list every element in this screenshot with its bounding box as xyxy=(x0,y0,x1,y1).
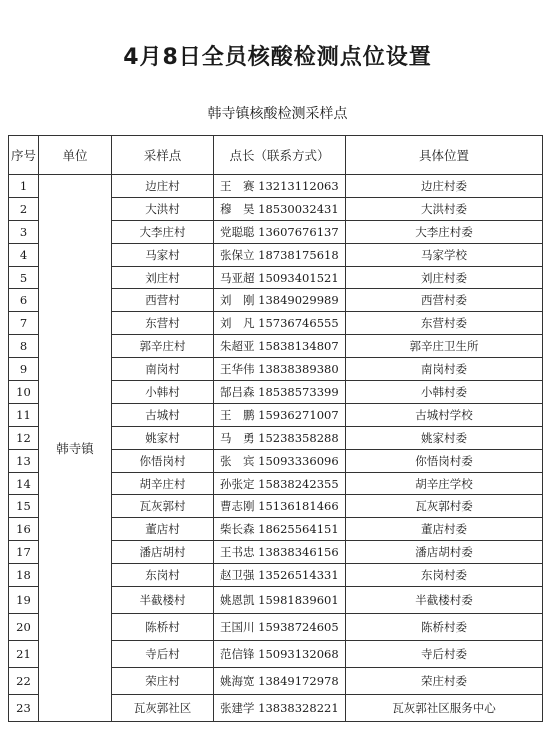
site-name: 东岗村 xyxy=(112,564,214,587)
site-location: 南岗村委 xyxy=(346,358,543,381)
leader-contact: 王 鹏 15936271007 xyxy=(214,403,346,426)
site-name: 瓦灰郭社区 xyxy=(112,695,214,722)
site-location: 大李庄村委 xyxy=(346,220,543,243)
site-name: 边庄村 xyxy=(112,175,214,198)
site-name: 半截楼村 xyxy=(112,587,214,614)
row-number: 9 xyxy=(9,358,39,381)
site-location: 荣庄村委 xyxy=(346,668,543,695)
row-number: 12 xyxy=(9,426,39,449)
site-location: 西营村委 xyxy=(346,289,543,312)
row-number: 11 xyxy=(9,403,39,426)
site-location: 瓦灰郭社区服务中心 xyxy=(346,695,543,722)
leader-contact: 范信锋 15093132068 xyxy=(214,641,346,668)
site-location: 大洪村委 xyxy=(346,197,543,220)
row-number: 1 xyxy=(9,175,39,198)
leader-contact: 王书忠 13838346156 xyxy=(214,541,346,564)
row-number: 14 xyxy=(9,472,39,495)
row-number: 7 xyxy=(9,312,39,335)
page-title: 4月8日全员核酸检测点位设置 xyxy=(123,45,432,70)
row-number: 20 xyxy=(9,614,39,641)
row-number: 4 xyxy=(9,243,39,266)
site-name: 寺后村 xyxy=(112,641,214,668)
leader-contact: 王 赛 13213112063 xyxy=(214,175,346,198)
row-number: 16 xyxy=(9,518,39,541)
header-site: 采样点 xyxy=(112,136,214,175)
site-location: 瓦灰郭村委 xyxy=(346,495,543,518)
site-name: 荣庄村 xyxy=(112,668,214,695)
leader-contact: 党聪聪 13607676137 xyxy=(214,220,346,243)
leader-contact: 马亚超 15093401521 xyxy=(214,266,346,289)
row-number: 13 xyxy=(9,449,39,472)
site-location: 古城村学校 xyxy=(346,403,543,426)
site-location: 你悟岗村委 xyxy=(346,449,543,472)
row-number: 15 xyxy=(9,495,39,518)
table-header-row xyxy=(9,136,543,175)
leader-contact: 孙张定 15838242355 xyxy=(214,472,346,495)
row-number: 19 xyxy=(9,587,39,614)
site-location: 郭辛庄卫生所 xyxy=(346,335,543,358)
leader-contact: 穆 昊 18530032431 xyxy=(214,197,346,220)
sampling-sites-table xyxy=(8,135,543,722)
site-name: 小韩村 xyxy=(112,381,214,404)
row-number: 22 xyxy=(9,668,39,695)
site-location: 东岗村委 xyxy=(346,564,543,587)
site-location: 东营村委 xyxy=(346,312,543,335)
site-name: 潘店胡村 xyxy=(112,541,214,564)
leader-contact: 郜吕森 18538573399 xyxy=(214,381,346,404)
row-number: 23 xyxy=(9,695,39,722)
table-subtitle: 韩寺镇核酸检测采样点 xyxy=(207,106,348,122)
site-name: 陈桥村 xyxy=(112,614,214,641)
site-name: 古城村 xyxy=(112,403,214,426)
header-unit: 单位 xyxy=(39,136,112,175)
header-seq: 序号 xyxy=(9,136,39,175)
header-leader: 点长（联系方式） xyxy=(214,136,346,175)
site-name: 西营村 xyxy=(112,289,214,312)
row-number: 10 xyxy=(9,381,39,404)
site-name: 郭辛庄村 xyxy=(112,335,214,358)
leader-contact: 赵卫强 13526514331 xyxy=(214,564,346,587)
site-name: 胡辛庄村 xyxy=(112,472,214,495)
row-number: 17 xyxy=(9,541,39,564)
leader-contact: 王国川 15938724605 xyxy=(214,614,346,641)
leader-contact: 柴长森 18625564151 xyxy=(214,518,346,541)
leader-contact: 刘 凡 15736746555 xyxy=(214,312,346,335)
site-name: 大洪村 xyxy=(112,197,214,220)
leader-contact: 王华伟 13838389380 xyxy=(214,358,346,381)
leader-contact: 朱超亚 15838134807 xyxy=(214,335,346,358)
table-row xyxy=(9,175,543,198)
unit-cell: 韩寺镇 xyxy=(39,175,112,722)
site-name: 刘庄村 xyxy=(112,266,214,289)
row-number: 8 xyxy=(9,335,39,358)
site-location: 马家学校 xyxy=(346,243,543,266)
leader-contact: 张保立 18738175618 xyxy=(214,243,346,266)
row-number: 18 xyxy=(9,564,39,587)
site-location: 小韩村委 xyxy=(346,381,543,404)
row-number: 6 xyxy=(9,289,39,312)
leader-contact: 马 勇 15238358288 xyxy=(214,426,346,449)
site-location: 姚家村委 xyxy=(346,426,543,449)
leader-contact: 刘 刚 13849029989 xyxy=(214,289,346,312)
site-name: 董店村 xyxy=(112,518,214,541)
site-location: 半截楼村委 xyxy=(346,587,543,614)
site-location: 潘店胡村委 xyxy=(346,541,543,564)
row-number: 3 xyxy=(9,220,39,243)
site-name: 瓦灰郭村 xyxy=(112,495,214,518)
site-name: 南岗村 xyxy=(112,358,214,381)
row-number: 2 xyxy=(9,197,39,220)
site-location: 寺后村委 xyxy=(346,641,543,668)
site-name: 大李庄村 xyxy=(112,220,214,243)
site-location: 边庄村委 xyxy=(346,175,543,198)
row-number: 5 xyxy=(9,266,39,289)
leader-contact: 姚海宽 13849172978 xyxy=(214,668,346,695)
header-location: 具体位置 xyxy=(346,136,543,175)
site-location: 刘庄村委 xyxy=(346,266,543,289)
site-name: 你悟岗村 xyxy=(112,449,214,472)
leader-contact: 张 宾 15093336096 xyxy=(214,449,346,472)
site-name: 东营村 xyxy=(112,312,214,335)
site-location: 董店村委 xyxy=(346,518,543,541)
site-location: 陈桥村委 xyxy=(346,614,543,641)
leader-contact: 曹志刚 15136181466 xyxy=(214,495,346,518)
leader-contact: 张建学 13838328221 xyxy=(214,695,346,722)
site-location: 胡辛庄学校 xyxy=(346,472,543,495)
site-name: 马家村 xyxy=(112,243,214,266)
row-number: 21 xyxy=(9,641,39,668)
site-name: 姚家村 xyxy=(112,426,214,449)
leader-contact: 姚恩凯 15981839601 xyxy=(214,587,346,614)
